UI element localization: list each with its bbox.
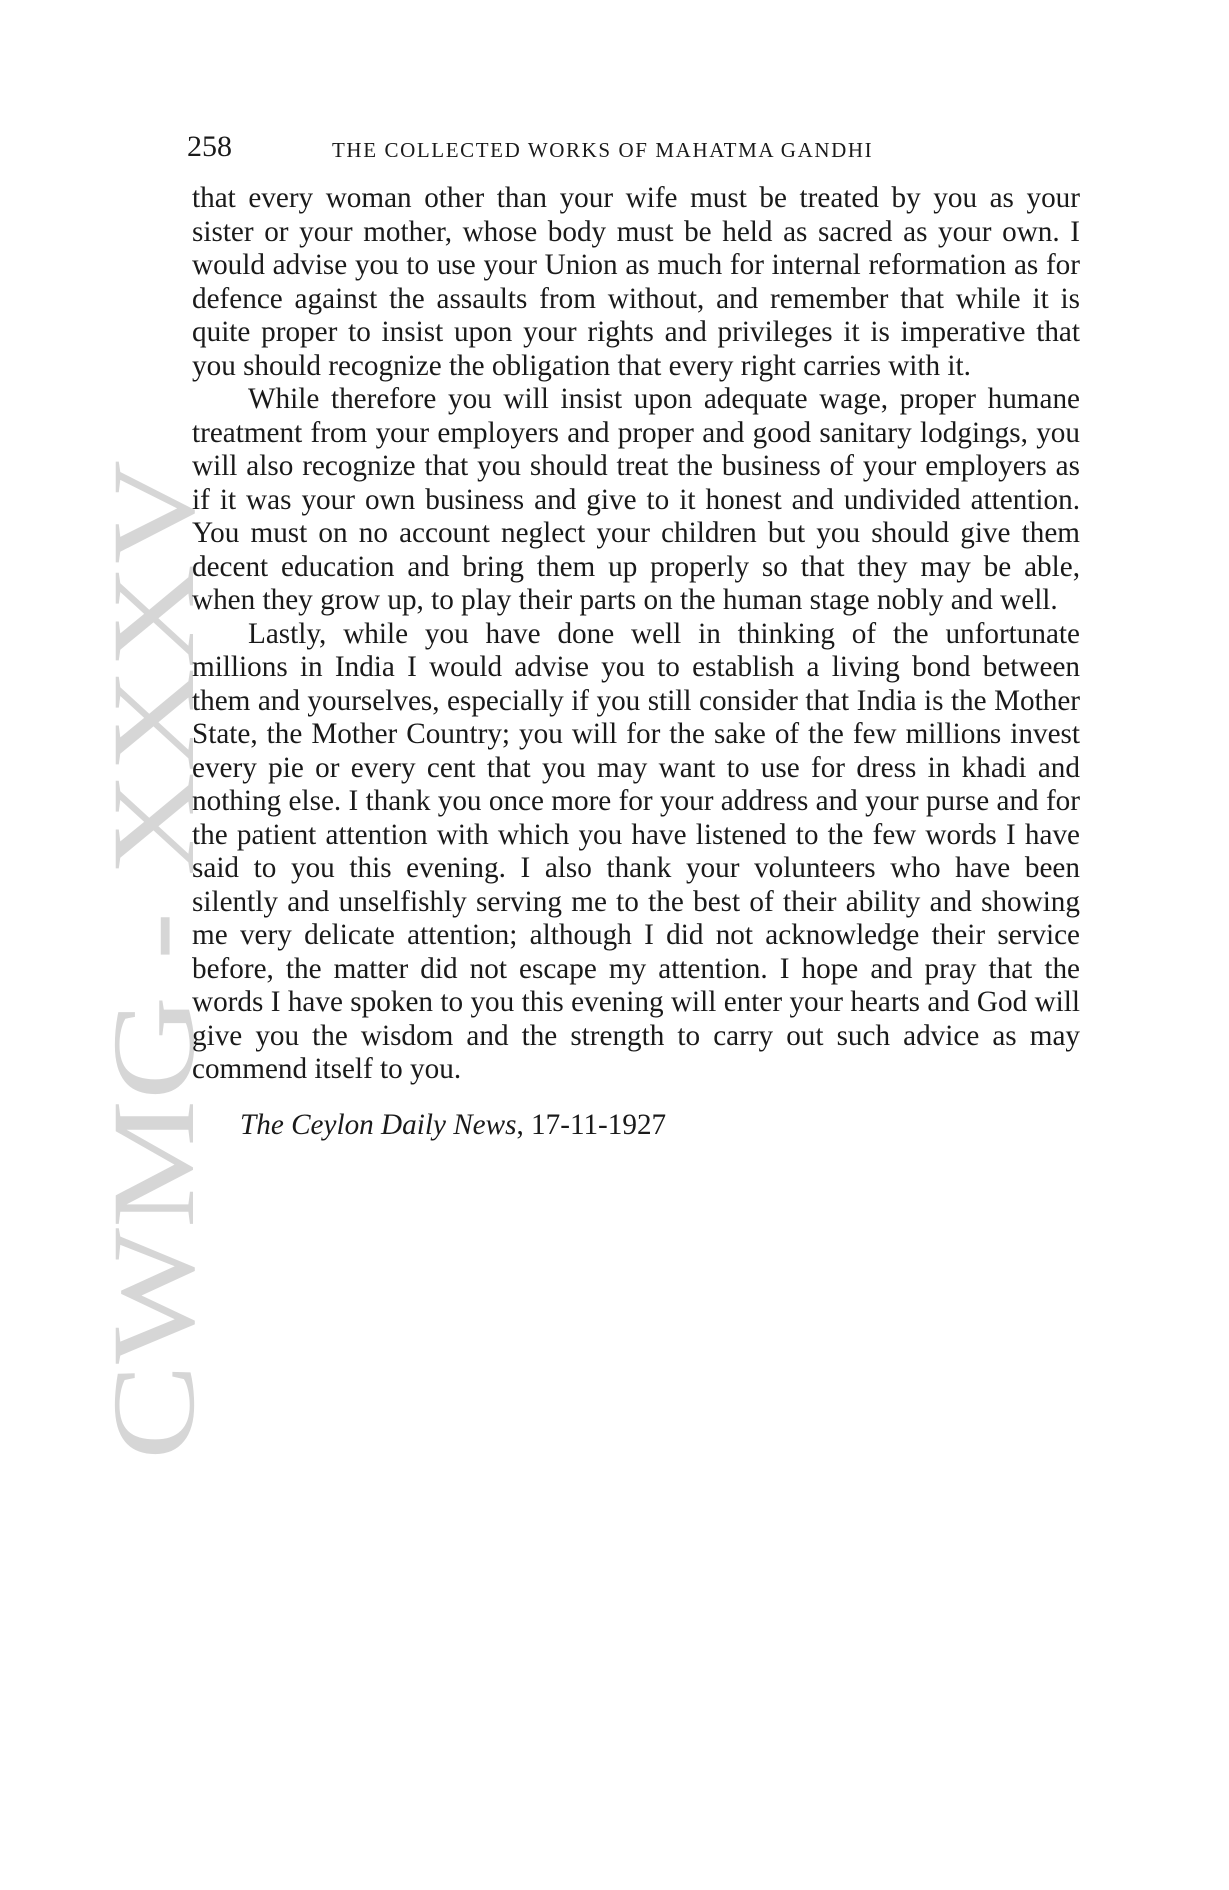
source-date: , 17-11-1927 — [516, 1108, 667, 1141]
running-title: THE COLLECTED WORKS OF MAHATMA GANDHI — [332, 138, 874, 162]
paragraph-3: Lastly, while you have done well in thinking of the unfortunate millions in India I would advise you to establish a living bond between them and yourselves, especially if you still consider that India is the Mother State, the Mother Country; you will for the sake of the few millions invest every pie or every cent that you may want to use for dress in khadi and nothing else. I thank you once more for your address and your purse and for the patient attention with which you have listened to the few words I have said to you this evening. I also thank your volunteers who have been silently and unselfishly serving me to the best of their ability and showing me very delicate attention; although I did not acknowledge their service before, the matter did not escape my attention. I hope and pray that the words I have spoken to you this evening will enter your hearts and God will give you the wisdom and the strength to carry out such advice as may commend itself to you. — [192, 617, 1080, 1085]
page-number: 258 — [187, 130, 232, 163]
paragraph-1: that every woman other than your wife must be treated by you as your sister or your mother, whose body must be held as sacred as your own. I would advise you to use your Union as much for internal reformation as for defence against the assaults from without, and remember that while it is quite proper to insist upon your rights and privileges it is imperative that you should recognize the obligation that every right carries with it. — [192, 182, 1080, 382]
paragraph-2: While therefore you will insist upon adequate wage, proper humane treatment from your employers and proper and good sanitary lodgings, you will also recognize that you should treat the business of your employers as if it was your own business and give to it honest and undivided attention. You must on no account neglect your children but you should give them decent education and bring them up properly so that they may be able, when they grow up, to play their parts on the human stage nobly and well. — [192, 383, 1080, 616]
watermark-text: CWMG - XXXV — [88, 640, 219, 1460]
body-text — [192, 182, 1080, 1142]
source-publication: The Ceylon Daily News — [240, 1108, 517, 1141]
page-header — [187, 130, 1087, 170]
source-citation — [192, 1109, 1080, 1143]
